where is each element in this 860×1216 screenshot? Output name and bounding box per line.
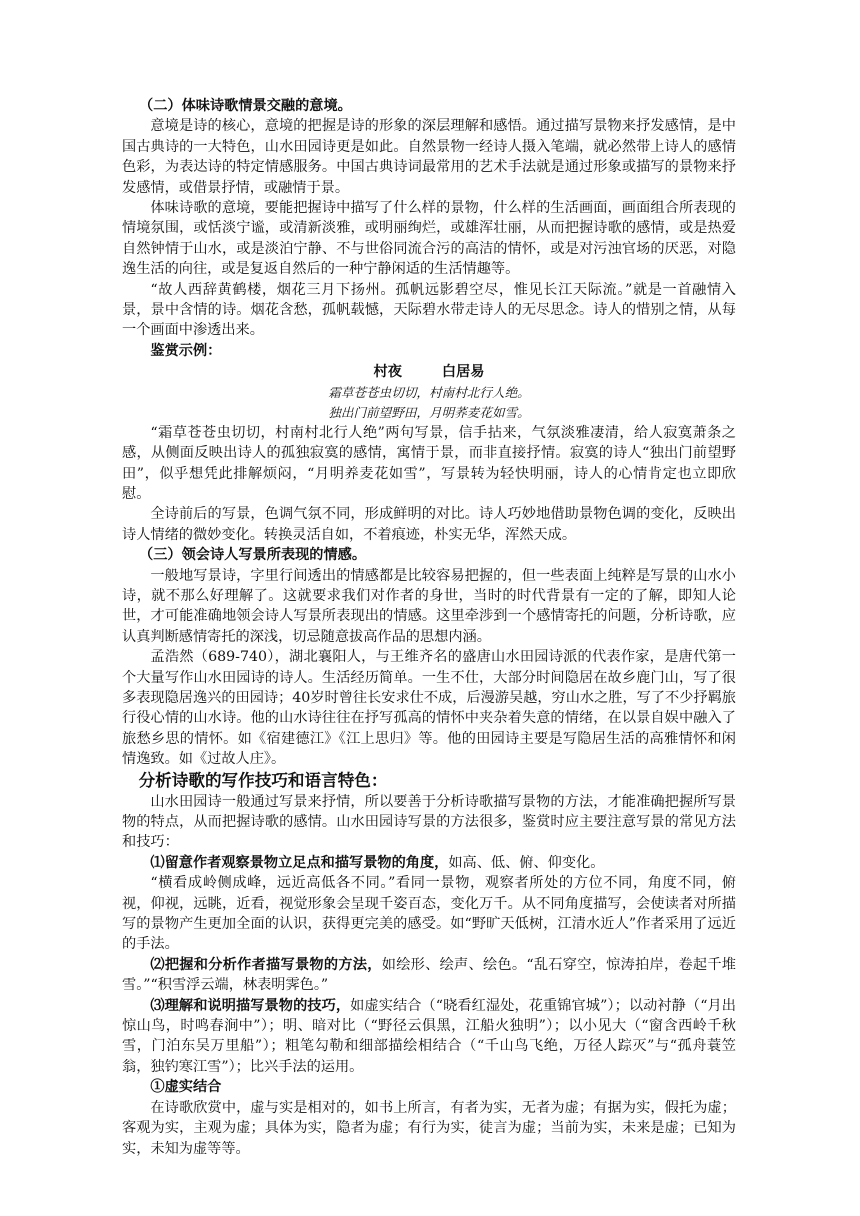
paragraph: 意境是诗的核心，意境的把握是诗的形象的深层理解和感悟。通过描写景物来抒发感情，是中国古典诗的一大特色，山水田园诗更是如此。自然景物一经诗人摄入笔端，就必然带上诗人的感情色彩，为表达诗的特定情感服务。中国古典诗词最常用的艺术手法就是通过形象或描写的景物来抒发感情，或借景抒情，或融情于景。 — [122, 118, 736, 196]
section-heading-techniques: 分析诗歌的写作技巧和语言特色： — [138, 770, 388, 790]
document-page — [122, 96, 736, 1159]
poem-title-line — [122, 362, 736, 382]
paragraph: 山水田园诗一般通过写景来抒情，所以要善于分析诗歌描写景物的方法，才能准确把握所写景物的特点，从而把握诗歌的感情。山水田园诗写景的方法很多，鉴赏时应主要注意写景的常见方法和技巧： — [122, 793, 736, 851]
poem-line: 霜草苍苍虫切切，村南村北行人绝。 — [328, 384, 530, 400]
example-label: 鉴赏示例： — [150, 342, 222, 359]
list-item — [122, 955, 736, 996]
list-item-text: 如虚实结合（“晓看红湿处，花重锦官城”）；以动衬静（“月出惊山鸟，时鸣春涧中”）；明、暗对比（“野径云俱黑，江船火独明”）；以小见大（“窗含西岭千秋雪，门泊东吴万里船”）；粗笔勾勒和细部描绘相结合（“千山鸟飞绝，万径人踪灭”与“孤舟蓑笠翁，独钓寒江雪”）；比兴手法的运用。 — [122, 997, 736, 1075]
list-item — [122, 853, 736, 873]
poem-title: 村夜 — [373, 364, 402, 381]
paragraph: 体味诗歌的意境，要能把握诗中描写了什么样的景物，什么样的生活画面，画面组合所表现的情境氛围，或恬淡宁谧，或清新淡雅，或明丽绚烂，或雄浑壮丽，从而把握诗歌的感情，或是热爱自然钟情于山水，或是淡泊宁静、不与世俗同流合污的高洁的情怀，或是对污浊官场的厌恶，对隐逸生活的向往，或是复返自然后的一种宁静闲适的生活情趣等。 — [122, 200, 736, 278]
subheading: ①虚实结合 — [150, 1079, 222, 1096]
paragraph: 全诗前后的写景，色调气氛不同，形成鲜明的对比。诗人巧妙地借助景物色调的变化，反映出诗人情绪的微妙变化。转换灵活自如，不着痕迹，朴实无华，浑然天成。 — [122, 506, 736, 543]
list-item-lead: ⑴留意作者观察景物立足点和描写景物的角度， — [150, 854, 449, 871]
paragraph: 一般地写景诗，字里行间透出的情感都是比较容易把握的，但一些表面上纯粹是写景的山水小诗，就不那么好理解了。这就要求我们对作者的身世，当时的时代背景有一定的了解，即知人论世，才可能准确地领会诗人写景所表现出的情感。这里牵涉到一个感情寄托的问题，分析诗歌，应认真判断感情寄托的深浅，切忌随意拔高作品的思想内涵。 — [122, 567, 736, 645]
paragraph: “故人西辞黄鹤楼，烟花三月下扬州。孤帆远影碧空尽，惟见长江天际流。”就是一首融情入景，景中含情的诗。烟花含愁，孤帆载憾，天际碧水带走诗人的无尽思念。诗人的惜别之情，从每一个画面中渗透出来。 — [122, 281, 736, 339]
poem-author: 白居易 — [441, 364, 485, 381]
paragraph: “横看成岭侧成峰，远近高低各不同。”看同一景物，观察者所处的方位不同，角度不同，俯视，仰视，远眺，近看，视觉形象会呈现千姿百态，变化万千。从不同角度描写，会使读者对所描写的景物产生更加全面的认识，获得更完美的感受。如“野旷天低树，江清水近人”作者采用了远近的手法。 — [122, 875, 736, 953]
paragraph: 孟浩然（689-740），湖北襄阳人，与王维齐名的盛唐山水田园诗派的代表作家，是唐代第一个大量写作山水田园诗的诗人。生活经历简单。一生不仕，大部分时间隐居在故乡鹿门山，写了很多表现隐居逸兴的田园诗；40岁时曾往长安求仕不成，后漫游吴越，穷山水之胜，写了不少抒羁旅行役心情的山水诗。他的山水诗往往在抒写孤高的情怀中夹杂着失意的情绪，在以景自娱中融入了旅愁乡思的情怀。如《宿建德江》《江上思归》等。他的田园诗主要是写隐居生活的高雅情怀和闲情逸致。如《过故人庄》。 — [122, 649, 736, 768]
list-item — [122, 996, 736, 1078]
list-item-lead: ⑶理解和说明描写景物的技巧， — [150, 997, 351, 1014]
list-item-text: 如绘形、绘声、绘色。“乱石穿空，惊涛拍岸，卷起千堆雪。”“积雪浮云端，林表明霁色。” — [122, 956, 736, 994]
section-heading-2: （二）体味诗歌情景交融的意境。 — [139, 98, 352, 114]
section-heading-3: （三）领会诗人写景所表现的情感。 — [139, 547, 367, 564]
paragraph: “霜草苍苍虫切切，村南村北行人绝”两句写景，信手拈来，气氛淡雅凄清，给人寂寞萧条之感，从侧面反映出诗人的孤独寂寞的感情，寓情于景，而非直接抒情。寂寞的诗人“独出门前望野田”，似乎想凭此排解烦闷，“月明养麦花如雪”，写景转为轻快明丽，诗人的心情肯定也立即欣慰。 — [122, 424, 736, 502]
list-item-lead: ⑵把握和分析作者描写景物的方法， — [150, 956, 382, 973]
list-item-text: 如高、低、俯、仰变化。 — [448, 854, 605, 871]
poem-line: 独出门前望野田，月明荞麦花如雪。 — [328, 404, 530, 420]
paragraph: 在诗歌欣赏中，虚与实是相对的，如书上所言，有者为实，无者为虚；有据为实，假托为虚；客观为实，主观为虚；具体为实，隐者为虚；有行为实，徒言为虚；当前为实，未来是虚；已知为实，未知为虚等等。 — [122, 1099, 736, 1157]
